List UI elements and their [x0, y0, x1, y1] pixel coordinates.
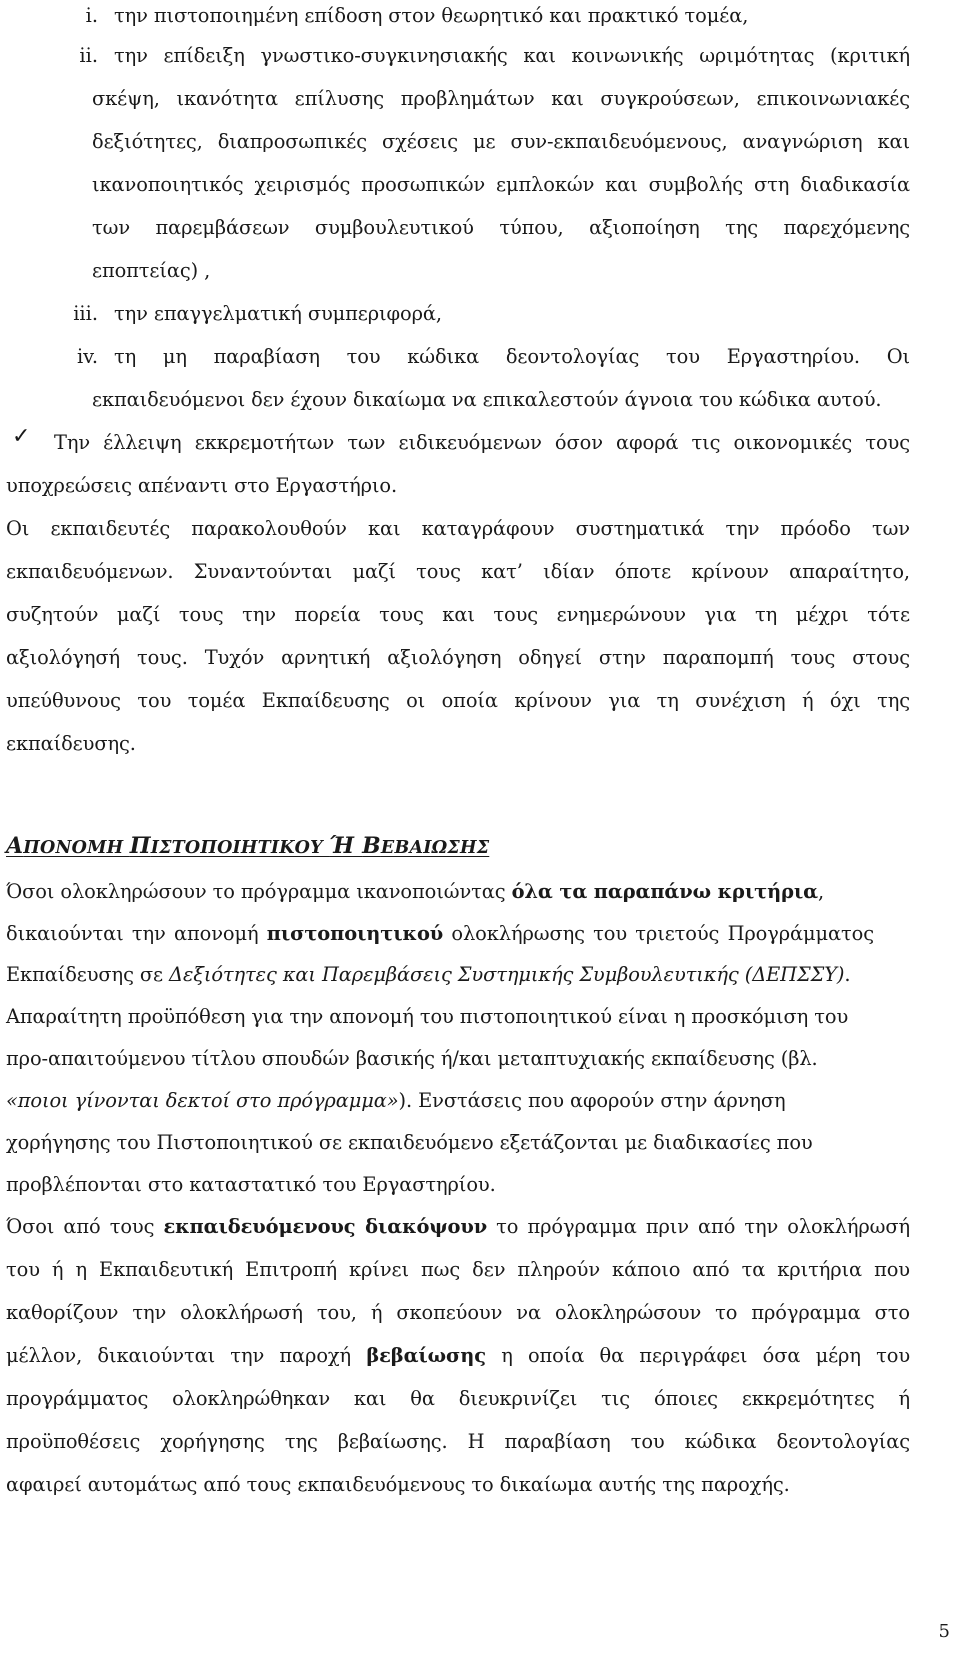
list-item-ii-line: την επίδειξη γνωστικο-συγκινησιακής και κοινωνικής ωριμότητας (κριτική [114, 44, 910, 67]
paragraph-line: μέλλον, δικαιούνται την παροχή βεβαίωσης η οποία θα περιγράφει όσα μέρη του [6, 1344, 911, 1367]
list-item-iv-line: εκπαιδευόμενοι δεν έχουν δικαίωμα να επικαλεστούν άγνοια του κώδικα αυτού. [92, 388, 882, 411]
check-item-line: Την έλλειψη εκκρεμοτήτων των ειδικευόμενων όσον αφορά τις οικονομικές τους [54, 431, 910, 454]
check-item-line: υποχρεώσεις απέναντι στο Εργαστήριο. [6, 474, 398, 497]
paragraph-line: προ-απαιτούμενου τίτλου σπουδών βασικής ή/και μεταπτυχιακής εκπαίδευσης (βλ. [6, 1047, 818, 1070]
list-item-i: την πιστοποιημένη επίδοση στον θεωρητικό και πρακτικό τομέα, [114, 4, 749, 27]
list-marker-iii: iii. [73, 302, 98, 325]
paragraph-line: υπεύθυνους του τομέα Εκπαίδευσης οι οποία κρίνουν για τη συνέχιση ή όχι της [6, 689, 910, 712]
paragraph-line: Οι εκπαιδευτές παρακολουθούν και καταγράφουν συστηματικά την πρόοδο των [6, 517, 910, 540]
paragraph-line: καθορίζουν την ολοκλήρωσή του, ή σκοπεύουν να ολοκληρώσουν το πρόγραμμα στο [6, 1301, 910, 1324]
paragraph-line: του ή η Εκπαιδευτική Επιτροπή κρίνει πως δεν πληρούν κάποιο από τα κριτήρια που [6, 1258, 910, 1281]
list-marker-iv: iv. [76, 345, 98, 368]
list-marker-i: i. [85, 4, 98, 27]
paragraph-line: «ποιοι γίνονται δεκτοί στο πρόγραμμα»). Ενστάσεις που αφορούν στην άρνηση [6, 1089, 786, 1112]
paragraph-line: Απαραίτητη προϋπόθεση για την απονομή του πιστοποιητικού είναι η προσκόμιση του [6, 1005, 849, 1028]
paragraph-line: Όσοι από τους εκπαιδευόμενους διακόψουν το πρόγραμμα πριν από την ολοκλήρωσή [6, 1215, 911, 1238]
list-item-ii-line: εποπτείας) , [92, 259, 211, 282]
paragraph-line: Όσοι ολοκληρώσουν το πρόγραμμα ικανοποιώντας όλα τα παραπάνω κριτήρια, [6, 880, 825, 903]
checkmark-icon: ✓ [12, 424, 31, 449]
section-heading: ΑΠΟΝΟΜΗ ΠΙΣΤΟΠΟΙΗΤΙΚΟΥ Ή ΒΕΒΑΙΩΣΗΣ [6, 833, 490, 859]
list-item-ii-line: σκέψη, ικανότητα επίλυσης προβλημάτων και συγκρούσεων, επικοινωνιακές [92, 87, 910, 110]
paragraph-line: εκπαίδευσης. [6, 732, 136, 755]
paragraph-line: προϋποθέσεις χορήγησης της βεβαίωσης. Η παραβίαση του κώδικα δεοντολογίας [6, 1430, 910, 1453]
list-item-ii-line: των παρεμβάσεων συμβουλευτικού τύπου, αξιοποίηση της παρεχόμενης [92, 216, 910, 239]
paragraph-line: αφαιρεί αυτομάτως από τους εκπαιδευόμενους το δικαίωμα αυτής της παροχής. [6, 1473, 790, 1496]
list-item-ii-line: ικανοποιητικός χειρισμός προσωπικών εμπλοκών και συμβολής στη διαδικασία [92, 173, 910, 196]
paragraph-line: προβλέπονται στο καταστατικό του Εργαστηρίου. [6, 1173, 496, 1196]
list-item-ii-line: δεξιότητες, διαπροσωπικές σχέσεις με συν-εκπαιδευόμενους, αναγνώριση και [92, 130, 910, 153]
paragraph-line: αξιολόγησή τους. Τυχόν αρνητική αξιολόγηση οδηγεί στην παραπομπή τους στους [6, 646, 910, 669]
paragraph-line: προγράμματος ολοκληρώθηκαν και θα διευκρινίζει τις όποιες εκκρεμότητες ή [6, 1387, 910, 1410]
paragraph-line: Εκπαίδευσης σε Δεξιότητες και Παρεμβάσεις Συστημικής Συμβουλευτικής (ΔΕΠΣΣΥ). [6, 963, 851, 986]
paragraph-line: εκπαιδευόμενων. Συναντούνται μαζί τους κατ’ ιδίαν όποτε κρίνουν απαραίτητο, [6, 560, 910, 583]
paragraph-line: συζητούν μαζί τους την πορεία τους και τους ενημερώνουν για τη μέχρι τότε [6, 603, 910, 626]
list-item-iv-line: τη μη παραβίαση του κώδικα δεοντολογίας του Εργαστηρίου. Οι [114, 345, 910, 368]
list-item-iii: την επαγγελματική συμπεριφορά, [114, 302, 442, 325]
list-marker-ii: ii. [79, 44, 98, 67]
paragraph-line: χορήγησης του Πιστοποιητικού σε εκπαιδευόμενο εξετάζονται με διαδικασίες που [6, 1131, 813, 1154]
paragraph-line: δικαιούνται την απονομή πιστοποιητικού ολοκλήρωσης του τριετούς Προγράμματος [6, 922, 874, 945]
page-number: 5 [938, 1621, 950, 1642]
